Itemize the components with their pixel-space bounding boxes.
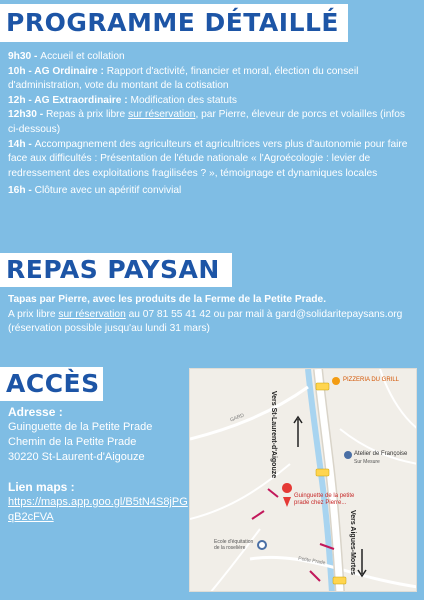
schedule-text: Accueil et collation: [40, 51, 125, 62]
repas-text: au 07 81 55 41 42 ou par mail à gard@solidaritepaysans.org (réservation possible jusqu'au lundi 31 mars): [8, 308, 403, 335]
schedule-item: [8, 94, 418, 109]
repas-reservation-link[interactable]: sur réservation: [58, 308, 126, 320]
reservation-link[interactable]: sur réservation: [128, 109, 196, 121]
programme-heading: PROGRAMME DÉTAILLÉ: [0, 4, 348, 42]
schedule-text: Rapport d'activité, financier et moral, élection du conseil d'administration, vote du montant de la cotisation: [8, 65, 359, 92]
address-line: 30220 St-Laurent-d'Aigouze: [8, 451, 145, 463]
schedule-text: Repas à prix libre: [45, 109, 129, 121]
schedule-time: 12h - AG Extraordinaire :: [8, 94, 131, 106]
schedule-item: [8, 184, 418, 199]
location-map[interactable]: [189, 368, 417, 592]
repas-text: A prix libre: [8, 308, 59, 320]
shop-icon[interactable]: [344, 451, 352, 459]
schedule-list: [8, 50, 418, 199]
address-line: Guinguette de la Petite Prade: [8, 421, 153, 433]
repas-lead: Tapas par Pierre, avec les produits de la Ferme de la Petite Prade.: [8, 294, 327, 305]
maps-link[interactable]: https://maps.app.goo.gl/B5tN4S8jPGqB2cFVA: [8, 496, 188, 523]
schedule-text: Modification des statuts: [130, 94, 237, 106]
pointer-arrow-icon: [268, 489, 278, 497]
schedule-text: Accompagnement des agriculteurs et agricultrices vers plus d'autonomie pour faire face aux difficultés : Présentation de l'étude nationale « l'Agroécologie : levier de redressement des exploitations fragilisées ? », témoignage et dynamiques locales: [8, 138, 408, 179]
location-pin-icon[interactable]: [282, 483, 292, 493]
acces-heading: ACCÈS: [0, 367, 103, 401]
restaurant-icon[interactable]: [332, 377, 340, 385]
map-label-guinguette: Guinguette de la petite prade chez Pierre...: [294, 493, 355, 506]
location-pin-tail-icon: [283, 497, 291, 507]
repas-section: [8, 293, 418, 337]
address-line: Chemin de la Petite Prade: [8, 436, 137, 448]
acces-section: [8, 405, 190, 525]
schedule-item: [8, 50, 418, 65]
map-label-ecole: Ecole d'équitation de la roselière: [214, 539, 254, 551]
schedule-text: , par Pierre, éleveur de porcs et volailles (infos ci-dessous): [8, 109, 405, 135]
road-gard: [190, 387, 308, 439]
road-shield-d979: [316, 469, 329, 476]
road-shield-d979: [316, 383, 329, 390]
map-label-gard: GARD: [229, 412, 246, 424]
map-label-atelier: Atelier de Françoise: [354, 451, 408, 457]
pointer-arrow-icon: [310, 571, 320, 581]
repas-details: [8, 308, 418, 337]
schedule-time: 14h -: [8, 138, 35, 150]
map-label-vers-south: Vers Aigues-Mortes: [349, 509, 357, 576]
address-label: Adresse :: [8, 405, 63, 419]
pointer-arrow-icon: [252, 511, 264, 519]
road-shield-d979: [333, 577, 346, 584]
schedule-text: Clôture avec un apéritif convivial: [34, 185, 182, 197]
schedule-item: [8, 138, 418, 182]
map-label-petite-prade: Petite Prade: [297, 555, 326, 567]
schedule-time: 12h30 -: [8, 109, 46, 121]
map-label-pizzeria: PIZZERIA DU GRILL: [343, 377, 400, 383]
schedule-time: 16h -: [8, 185, 35, 197]
schedule-time: 9h30 -: [8, 51, 41, 62]
schedule-item: [8, 108, 418, 137]
repas-heading: REPAS PAYSAN: [0, 253, 232, 287]
maps-label: Lien maps :: [8, 480, 75, 494]
schedule-time: 10h - AG Ordinaire :: [8, 65, 107, 77]
schedule-item: [8, 65, 418, 94]
map-label-atelier-sub: Sur Mesure: [354, 459, 380, 465]
map-label-vers-north: Vers St-Laurent-d'Aigouze: [270, 390, 278, 479]
